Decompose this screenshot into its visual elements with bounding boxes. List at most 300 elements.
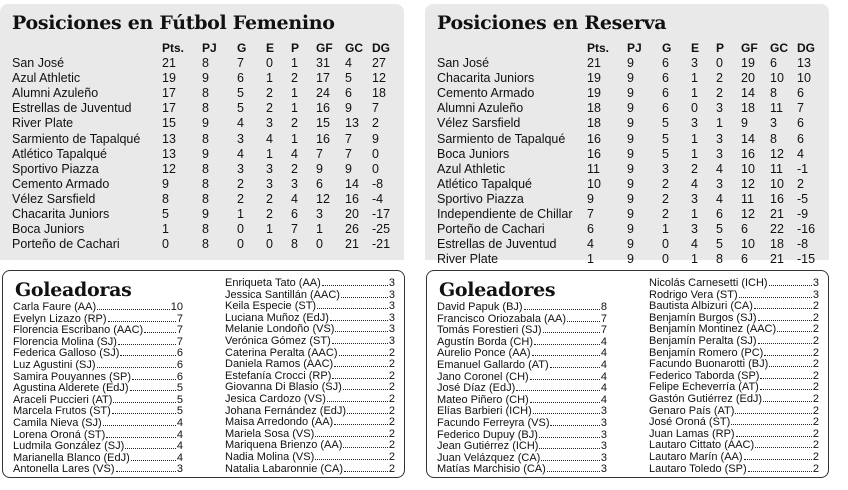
women-scorer-name: Melanie Londoño (VS) <box>225 323 335 336</box>
women-scorer-name: Marcela Frutos (ST) <box>13 405 111 418</box>
reserve-stat-cell: 9 <box>627 86 634 101</box>
dot-leader <box>118 344 176 345</box>
reserve-scorer-name: José Oroná (ST) <box>649 416 731 429</box>
dot-leader <box>315 459 388 460</box>
women-stat-cell: 9 <box>202 71 209 86</box>
dot-leader <box>516 390 600 391</box>
women-stat-cell: 1 <box>291 101 298 116</box>
reserve-table-row <box>425 162 829 177</box>
reserve-scorer-goals: 4 <box>600 359 607 371</box>
reserve-stat-cell: 12 <box>741 176 755 191</box>
women-header-cell: G <box>237 41 247 55</box>
dot-leader <box>106 437 176 438</box>
women-stat-cell: 17 <box>162 86 176 101</box>
women-scorer-name: Giovanna Di Blasio (SJ) <box>225 381 342 394</box>
women-scorers-title: Goleadoras <box>15 279 132 301</box>
women-header-cell: GF <box>316 41 333 55</box>
dot-leader <box>755 447 812 448</box>
reserve-stat-cell: 2 <box>691 161 698 176</box>
reserve-scorer-name: Aurelio Ponce (AA) <box>437 347 531 360</box>
reserve-stat-cell: 6 <box>741 222 748 237</box>
women-stat-cell: 1 <box>291 86 298 101</box>
reserve-stat-cell: 3 <box>716 146 723 161</box>
women-scorer-goals: 4 <box>176 428 183 441</box>
dot-leader <box>334 424 388 425</box>
women-stat-cell: 0 <box>237 237 244 252</box>
women-table-row <box>0 207 404 222</box>
reserve-stat-cell: 22 <box>770 222 784 237</box>
reserve-stat-cell: 9 <box>627 101 634 116</box>
women-table-row <box>0 222 404 237</box>
women-scorer-goals: 2 <box>388 393 395 405</box>
dot-leader <box>736 436 812 437</box>
reserve-stat-cell: 1 <box>662 222 669 237</box>
women-stat-cell: 5 <box>162 207 169 221</box>
women-stat-cell: 0 <box>372 146 379 161</box>
reserve-scorer-goals: 4 <box>600 335 607 348</box>
dot-leader <box>530 379 600 380</box>
women-scorer-goals: 2 <box>388 451 395 463</box>
dot-leader <box>763 401 812 402</box>
women-scorer-row <box>225 463 395 476</box>
reserve-scorer-goals: 2 <box>812 311 819 324</box>
dot-leader <box>330 320 388 321</box>
women-stat-cell: 8 <box>162 191 169 206</box>
reserve-table-row <box>425 116 829 131</box>
dot-leader <box>113 402 175 403</box>
women-stat-cell: 18 <box>372 86 386 101</box>
reserve-stat-cell: 9 <box>627 146 634 161</box>
women-stat-cell: 0 <box>162 237 169 252</box>
women-stat-cell: 2 <box>237 176 244 191</box>
women-stat-cell: 8 <box>202 56 209 70</box>
women-stat-cell: 14 <box>345 176 359 191</box>
reserve-standings-panel <box>425 4 829 267</box>
reserve-table-row <box>425 222 829 237</box>
women-scorer-goals: 2 <box>388 404 395 417</box>
reserve-stat-cell: 9 <box>627 116 634 131</box>
dot-leader <box>317 308 388 309</box>
reserve-table-row <box>425 252 829 267</box>
women-stat-cell: 0 <box>372 161 379 176</box>
women-stat-cell: 13 <box>162 131 176 146</box>
reserve-table-row <box>425 86 829 101</box>
reserve-team-name: River Plate <box>437 252 499 267</box>
reserve-header-cell: GC <box>770 41 788 55</box>
reserve-stat-cell: 3 <box>716 131 723 146</box>
women-stat-cell: 1 <box>266 71 273 86</box>
reserve-stat-cell: 6 <box>662 71 669 86</box>
reserve-scorer-goals: 3 <box>812 277 819 289</box>
reserve-scorer-name: Genaro País (AT) <box>649 404 735 417</box>
women-stat-cell: 17 <box>316 71 330 86</box>
women-stat-cell: 2 <box>291 71 298 86</box>
women-stat-cell: -8 <box>372 176 384 191</box>
reserve-stat-cell: 3 <box>770 116 777 131</box>
reserve-stat-cell: 11 <box>587 161 600 176</box>
women-team-name: Sportivo Piazza <box>12 161 99 176</box>
reserve-scorer-goals: 2 <box>812 462 819 475</box>
women-header-cell: P <box>291 41 300 55</box>
women-scorer-row <box>13 463 183 476</box>
dot-leader <box>758 343 812 344</box>
women-stat-cell: 8 <box>202 161 209 176</box>
women-scorer-goals: 4 <box>176 440 183 453</box>
reserve-scorer-goals: 3 <box>600 451 607 464</box>
women-scorer-name: Jessica Santillán (AAC) <box>225 288 340 301</box>
reserve-stat-cell: 20 <box>741 71 755 86</box>
reserve-stat-cell: 9 <box>627 207 634 221</box>
women-stat-cell: 2 <box>266 207 273 221</box>
women-scorer-goals: 3 <box>388 335 395 347</box>
reserve-stat-cell: 9 <box>627 56 634 70</box>
reserve-scorer-name: Felipe Echeverría (AT) <box>649 381 759 394</box>
women-stat-cell: 3 <box>316 207 323 221</box>
reserve-team-name: Cemento Armado <box>437 86 535 101</box>
reserve-stat-cell: 10 <box>797 71 811 86</box>
reserve-stat-cell: 10 <box>587 176 601 191</box>
women-stat-cell: 9 <box>162 176 169 191</box>
women-scorer-name: Maisa Arredondo (AA) <box>225 416 334 429</box>
dot-leader <box>758 320 812 321</box>
reserve-scorer-goals: 2 <box>812 439 819 452</box>
women-stat-cell: 6 <box>237 71 244 86</box>
women-table-row <box>0 147 404 162</box>
reserve-stat-cell: 10 <box>770 176 784 191</box>
women-scorer-name: Camila Nieva (SJ) <box>13 417 102 429</box>
reserve-table-row <box>425 207 829 222</box>
women-stat-cell: 16 <box>316 101 330 116</box>
dot-leader <box>550 425 599 426</box>
reserve-stat-cell: 4 <box>691 237 698 252</box>
reserve-stat-cell: 1 <box>691 252 698 267</box>
reserve-stat-cell: 5 <box>662 131 669 146</box>
reserve-scorer-name: Mateo Piñero (CH) <box>437 393 529 406</box>
reserve-scorer-goals: 7 <box>600 312 607 325</box>
women-scorer-name: Ludmila González (SJ) <box>13 440 125 453</box>
women-stat-cell: 3 <box>291 176 298 191</box>
women-table-row <box>0 177 404 192</box>
reserve-stat-cell: -16 <box>797 222 816 237</box>
reserve-table-row <box>425 237 829 252</box>
women-scorer-goals: 3 <box>388 323 395 336</box>
dot-leader <box>550 367 600 368</box>
dot-leader <box>332 378 388 379</box>
women-stat-cell: 2 <box>291 116 298 131</box>
reserve-table-row <box>425 192 829 207</box>
reserve-stat-cell: 11 <box>770 161 783 176</box>
reserve-stat-cell: 3 <box>662 161 669 176</box>
reserve-stat-cell: 6 <box>770 56 777 70</box>
dot-leader <box>339 355 388 356</box>
reserve-team-name: Porteño de Cachari <box>437 222 545 237</box>
reserve-stat-cell: 12 <box>770 146 784 161</box>
women-stat-cell: 1 <box>291 56 298 70</box>
women-stat-cell: 4 <box>237 116 244 131</box>
women-table-row <box>0 116 404 131</box>
reserve-stat-cell: 3 <box>716 176 723 191</box>
dot-leader <box>103 425 176 426</box>
dot-leader <box>769 366 812 367</box>
reserve-stat-cell: 1 <box>691 207 698 221</box>
women-stat-cell: 7 <box>345 131 352 146</box>
women-team-name: Alumni Azuleño <box>12 86 99 101</box>
women-scorer-goals: 7 <box>176 335 183 348</box>
women-scorer-name: Florencia Escribano (AAC) <box>13 324 144 337</box>
women-scorer-name: Florencia Molina (SJ) <box>13 335 117 348</box>
reserve-scorer-goals: 2 <box>812 346 819 359</box>
women-scorer-name: Federica Galloso (SJ) <box>13 347 120 360</box>
women-scorer-name: Enriqueta Tato (AA) <box>225 277 321 289</box>
reserve-stat-cell: 18 <box>587 101 601 116</box>
reserve-stat-cell: 18 <box>770 237 784 252</box>
women-team-name: Porteño de Cachari <box>12 237 120 252</box>
women-scorer-name: Samira Pouyannes (SP) <box>13 370 131 383</box>
women-stat-cell: 2 <box>237 191 244 206</box>
reserve-stat-cell: -5 <box>797 191 809 206</box>
women-stat-cell: 9 <box>202 207 209 221</box>
dot-leader <box>315 436 388 437</box>
reserve-scorer-name: David Papuk (BJ) <box>437 301 523 313</box>
reserve-scorer-name: Rodrigo Vera (ST) <box>649 288 738 301</box>
women-team-name: Chacarita Juniors <box>12 207 110 221</box>
dot-leader <box>108 321 176 322</box>
women-stat-cell: 16 <box>316 131 330 146</box>
reserve-stat-cell: 19 <box>587 86 601 101</box>
women-stat-cell: 1 <box>291 131 298 146</box>
reserve-stat-cell: 6 <box>716 207 723 221</box>
women-stat-cell: 13 <box>162 146 176 161</box>
women-team-name: River Plate <box>12 116 74 131</box>
women-stat-cell: 4 <box>291 146 298 161</box>
reserve-scorer-goals: 4 <box>600 347 607 360</box>
women-scorer-name: Carla Faure (AA) <box>13 301 97 313</box>
reserve-stat-cell: 0 <box>662 252 669 267</box>
reserve-stat-cell: 18 <box>741 101 755 116</box>
women-scorer-goals: 2 <box>388 346 395 359</box>
dot-leader <box>760 389 812 390</box>
reserve-team-name: San José <box>437 56 490 70</box>
dot-leader <box>332 343 388 344</box>
women-team-name: Atlético Tapalqué <box>12 146 107 161</box>
women-team-name: Estrellas de Juventud <box>12 101 132 116</box>
reserve-stat-cell: 9 <box>627 237 634 252</box>
reserve-scorer-goals: 4 <box>600 370 607 383</box>
women-stat-cell: 7 <box>372 101 379 116</box>
women-scorer-name: Araceli Puccieri (AT) <box>13 393 113 406</box>
dot-leader <box>97 309 170 310</box>
women-stat-cell: 2 <box>266 86 273 101</box>
reserve-scorer-goals: 2 <box>812 358 819 371</box>
women-stat-cell: 7 <box>316 146 323 161</box>
dot-leader <box>748 471 812 472</box>
women-team-name: Cemento Armado <box>12 176 110 191</box>
reserve-stat-cell: 2 <box>662 207 669 221</box>
reserve-stat-cell: 3 <box>691 222 698 237</box>
reserve-stat-cell: 2 <box>662 176 669 191</box>
dot-leader <box>125 448 176 449</box>
reserve-stat-cell: 16 <box>770 191 784 206</box>
reserve-scorer-name: Elías Barbieri (ICH) <box>437 405 532 418</box>
women-table-row <box>0 56 404 71</box>
women-header-cell: Pts. <box>162 41 185 55</box>
women-team-name: Boca Juniors <box>12 222 85 237</box>
women-scorer-name: Keila Especie (ST) <box>225 300 317 313</box>
dot-leader <box>344 471 388 472</box>
reserve-stat-cell: 9 <box>587 191 594 206</box>
women-scorer-name: Luciana Muñoz (EdJ) <box>225 311 329 324</box>
reserve-stat-cell: 5 <box>662 146 669 161</box>
women-scorer-name: Mariquena Brienzo (AA) <box>225 439 343 452</box>
dot-leader <box>731 424 812 425</box>
dot-leader <box>567 321 600 322</box>
dot-leader <box>116 471 176 472</box>
women-standings-panel <box>0 4 404 260</box>
reserve-scorer-name: Jano Coronel (CH) <box>437 370 529 383</box>
women-scorer-name: Caterina Peralta (AAC) <box>225 346 338 359</box>
reserve-scorer-name: Juan Velázquez (CA) <box>437 451 541 464</box>
reserve-stat-cell: 0 <box>691 101 698 116</box>
reserve-stat-cell: 2 <box>662 191 669 206</box>
reserve-scorer-goals: 2 <box>812 404 819 417</box>
women-stat-cell: 16 <box>345 191 359 206</box>
reserve-scorer-goals: 3 <box>600 428 607 441</box>
reserve-stat-cell: 6 <box>662 86 669 101</box>
women-scorer-name: Agustina Alderete (EdJ) <box>13 382 129 395</box>
reserve-stat-cell: 5 <box>716 237 723 252</box>
reserve-stat-cell: 7 <box>797 101 804 116</box>
women-stat-cell: 13 <box>345 116 359 131</box>
dot-leader <box>534 344 600 345</box>
women-scorer-name: Luz Agustini (SJ) <box>13 359 96 371</box>
women-header-cell: PJ <box>202 41 217 55</box>
dot-leader <box>532 355 600 356</box>
women-stat-cell: 6 <box>316 176 323 191</box>
reserve-stat-cell: 9 <box>627 252 634 267</box>
reserve-scorer-name: Lautaro Toledo (SP) <box>649 462 747 475</box>
women-stat-cell: 5 <box>237 86 244 101</box>
women-stat-cell: 8 <box>202 237 209 252</box>
dot-leader <box>739 297 812 298</box>
women-scorer-goals: 3 <box>388 300 395 313</box>
reserve-scorer-goals: 2 <box>812 323 819 336</box>
reserve-scorers-panel <box>426 270 829 478</box>
women-scorer-goals: 2 <box>388 381 395 394</box>
women-stat-cell: 8 <box>202 131 209 146</box>
reserve-stat-cell: 11 <box>770 101 783 116</box>
reserve-stat-cell: 6 <box>797 86 804 101</box>
reserve-stat-cell: 1 <box>716 116 723 131</box>
reserve-stat-cell: 19 <box>587 71 601 86</box>
women-stat-cell: 6 <box>345 86 352 101</box>
women-header-cell: E <box>266 41 275 55</box>
women-scorer-goals: 7 <box>176 312 183 325</box>
women-stat-cell: 9 <box>345 161 352 176</box>
reserve-stat-cell: 6 <box>741 252 748 267</box>
reserve-stat-cell: 10 <box>770 71 784 86</box>
reserve-team-name: Atlético Tapalqué <box>437 176 532 191</box>
reserve-stat-cell: 21 <box>770 207 784 221</box>
women-stat-cell: 31 <box>316 56 330 70</box>
reserve-scorer-row <box>437 463 607 476</box>
women-stat-cell: -4 <box>372 191 384 206</box>
reserve-scorer-goals: 2 <box>812 451 819 463</box>
reserve-scorer-name: Jean Gutiérrez (ICH) <box>437 440 539 453</box>
women-stat-cell: 1 <box>162 222 169 237</box>
women-stat-cell: 24 <box>316 86 330 101</box>
women-stat-cell: 4 <box>291 191 298 206</box>
reserve-stat-cell: -8 <box>797 237 809 252</box>
reserve-stat-cell: 18 <box>587 116 601 131</box>
women-scorer-goals: 2 <box>388 358 395 371</box>
women-stat-cell: 8 <box>202 101 209 116</box>
dot-leader <box>112 413 176 414</box>
women-stat-cell: -21 <box>372 237 391 252</box>
women-scorer-goals: 6 <box>176 359 183 371</box>
reserve-stat-cell: 1 <box>691 86 698 101</box>
reserve-scorer-name: Federico Taborda (SP) <box>649 369 760 382</box>
women-stat-cell: 4 <box>345 56 352 70</box>
reserve-stat-cell: 9 <box>627 222 634 237</box>
women-scorer-name: Verónica Gómez (ST) <box>225 335 331 347</box>
reserve-scorer-name: Lautaro Cittato (AAC) <box>649 439 755 452</box>
dot-leader <box>777 331 812 332</box>
women-stat-cell: 8 <box>202 86 209 101</box>
reserve-stat-cell: 1 <box>691 146 698 161</box>
dot-leader <box>754 308 812 309</box>
reserve-scorer-goals: 7 <box>600 324 607 337</box>
dot-leader <box>539 448 599 449</box>
reserve-scorer-name: Agustín Borda (CH) <box>437 335 533 348</box>
reserve-stat-cell: 6 <box>587 222 594 237</box>
reserve-header-cell: PJ <box>627 41 642 55</box>
reserve-header-cell: GF <box>741 41 758 55</box>
reserve-scorer-goals: 2 <box>812 369 819 382</box>
women-stat-cell: 2 <box>266 101 273 116</box>
reserve-scorer-name: Nicolás Carnesetti (ICH) <box>649 277 768 289</box>
dot-leader <box>341 297 388 298</box>
women-scorer-goals: 4 <box>176 451 183 464</box>
reserve-scorer-name: Benjamín Montinez (AAC) <box>649 323 777 336</box>
reserve-scorer-name: Bautista Albizuri (CA) <box>649 300 753 313</box>
women-stat-cell: -17 <box>372 207 391 221</box>
women-stat-cell: 2 <box>291 161 298 176</box>
dot-leader <box>343 389 388 390</box>
reserve-header-cell: P <box>716 41 725 55</box>
reserve-stat-cell: 12 <box>741 207 755 221</box>
women-table-row <box>0 86 404 101</box>
women-scorer-goals: 2 <box>388 439 395 452</box>
reserve-scorer-name: Lautaro Marín (AA) <box>649 451 743 463</box>
reserve-stat-cell: 2 <box>716 86 723 101</box>
reserve-scorer-goals: 3 <box>600 463 607 476</box>
women-stat-cell: 0 <box>266 56 273 70</box>
women-table-row <box>0 101 404 116</box>
women-stat-cell: 26 <box>345 222 359 237</box>
reserve-scorers-title: Goleadores <box>439 279 556 301</box>
women-stat-cell: 19 <box>162 71 176 86</box>
women-stat-cell: 8 <box>202 222 209 237</box>
women-stat-cell: 9 <box>202 116 209 131</box>
reserve-scorer-goals: 2 <box>812 416 819 429</box>
women-stat-cell: 1 <box>237 207 244 221</box>
women-header-cell: DG <box>372 41 390 55</box>
reserve-team-name: Azul Athletic <box>437 161 506 176</box>
reserve-stat-cell: 1 <box>691 71 698 86</box>
reserve-table-row <box>425 177 829 192</box>
women-stat-cell: 1 <box>316 222 323 237</box>
women-scorer-goals: 5 <box>176 405 183 418</box>
